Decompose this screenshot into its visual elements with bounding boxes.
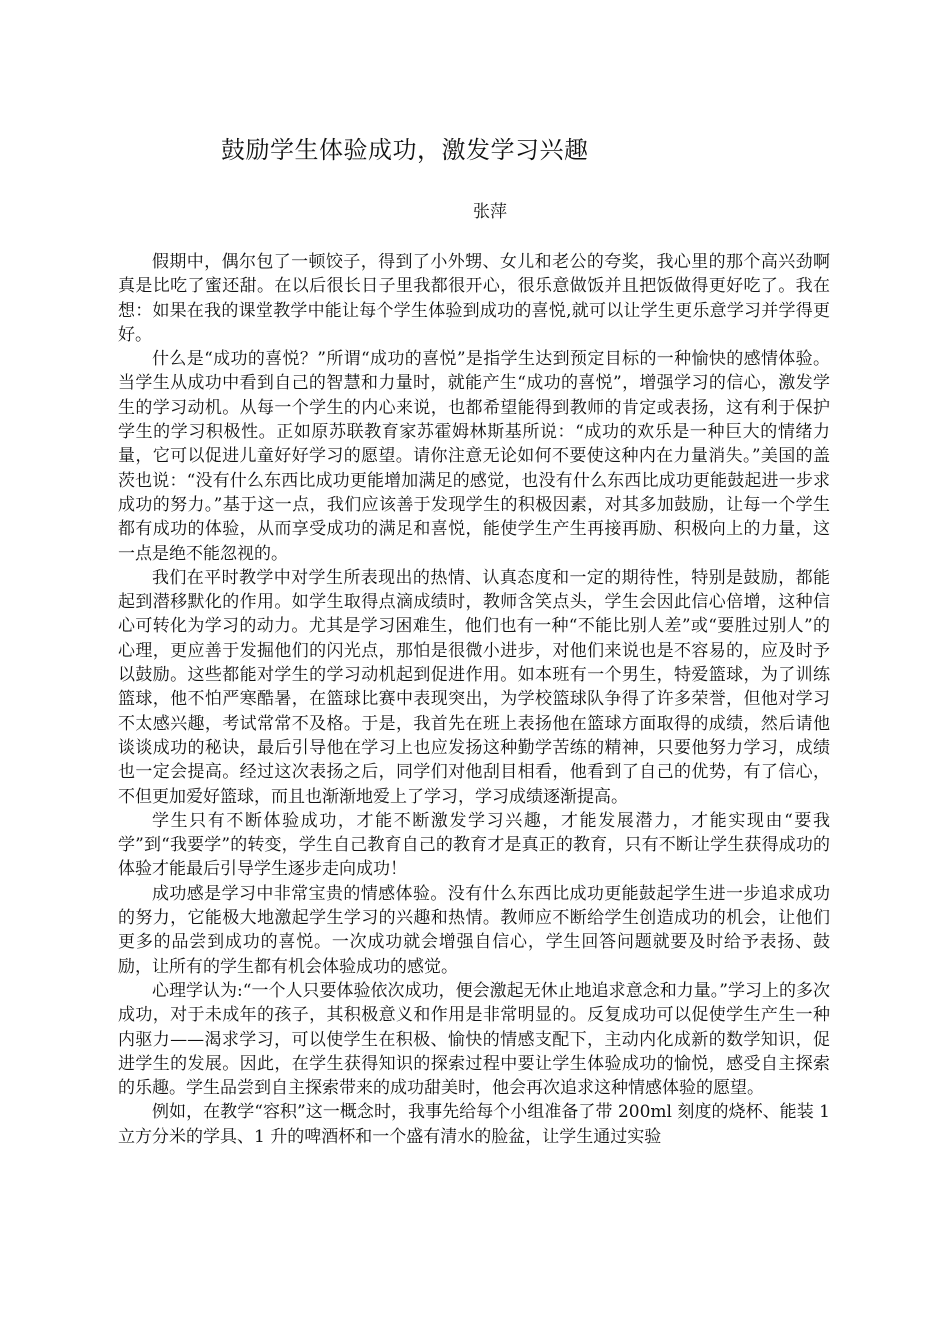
paragraph: 例如，在教学“容积”这一概念时，我事先给每个小组准备了带 200ml 刻度的烧杯、能装 1 立方分米的学具、1 升的啤酒杯和一个盛有清水的脸盆，让学生通过实验 bbox=[118, 1102, 830, 1147]
document-body bbox=[118, 250, 830, 1149]
document-title: 鼓励学生体验成功，激发学习兴趣 bbox=[221, 136, 589, 164]
paragraph: 成功感是学习中非常宝贵的情感体验。没有什么东西比成功更能鼓起学生进一步追求成功的努力，它能极大地激起学生学习的兴趣和热情。教师应不断给学生创造成功的机会，让他们更多的品尝到成功的喜悦。一次成功就会增强自信心，学生回答问题就要及时给予表扬、鼓励，让所有的学生都有机会体验成功的感觉。 bbox=[118, 883, 830, 977]
paragraph: 学生只有不断体验成功，才能不断激发学习兴趣，才能发展潜力，才能实现由“要我学”到“我要学”的转变，学生自己教育自己的教育才是真正的教育，只有不断让学生获得成功的体验才能最后引导学生逐步走向成功！ bbox=[118, 810, 830, 880]
paragraph: 我们在平时教学中对学生所表现出的热情、认真态度和一定的期待性，特别是鼓励，都能起到潜移默化的作用。如学生取得点滴成绩时，教师含笑点头，学生会因此信心倍增，这种信心可转化为学习的动力。尤其是学习困难生，他们也有一种“不能比别人差”或“要胜过别人”的心理，更应善于发掘他们的闪光点，那怕是很微小进步，对他们来说也是不容易的，应及时予以鼓励。这些都能对学生的学习动机起到促进作用。如本班有一个男生，特爱篮球，为了训练篮球，他不怕严寒酷暑，在篮球比赛中表现突出，为学校篮球队争得了许多荣誉，但他对学习不太感兴趣，考试常常不及格。于是，我首先在班上表扬他在篮球方面取得的成绩，然后请他谈谈成功的秘诀，最后引导他在学习上也应发扬这种勤学苦练的精神，只要他努力学习，成绩也一定会提高。经过这次表扬之后，同学们对他刮目相看，他看到了自己的优势，有了信心，不但更加爱好篮球，而且也渐渐地爱上了学习，学习成绩逐渐提高。 bbox=[118, 567, 830, 807]
paragraph: 什么是“成功的喜悦？”所谓“成功的喜悦”是指学生达到预定目标的一种愉快的感情体验。当学生从成功中看到自己的智慧和力量时，就能产生“成功的喜悦”，增强学习的信心，激发学生的学习动机。从每一个学生的内心来说，也都希望能得到教师的肯定或表扬，这有利于保护学生的学习积极性。正如原苏联教育家苏霍姆林斯基所说：“成功的欢乐是一种巨大的情绪力量，它可以促进儿童好好学习的愿望。请你注意无论如何不要使这种内在力量消失。”美国的盖茨也说：“没有什么东西比成功更能增加满足的感觉，也没有什么东西比成功更能鼓起进一步求成功的努力。”基于这一点，我们应该善于发现学生的积极因素，对其多加鼓励，让每一个学生都有成功的体验，从而享受成功的满足和喜悦，能使学生产生再接再励、积极向上的力量，这一点是绝不能忽视的。 bbox=[118, 349, 830, 564]
author-name: 张萍 bbox=[473, 202, 507, 222]
paragraph: 心理学认为:“一个人只要体验依次成功，便会激起无休止地追求意念和力量。”学习上的多次成功，对于未成年的孩子，其积极意义和作用是非常明显的。反复成功可以促使学生产生一种内驱力——渴求学习，可以使学生在积极、愉快的情感支配下，主动内化成新的数学知识，促进学生的发展。因此，在学生获得知识的探索过程中要让学生体验成功的愉悦，感受自主探索的乐趣。学生品尝到自主探索带来的成功甜美时，他会再次追求这种情感体验的愿望。 bbox=[118, 980, 830, 1099]
paragraph: 假期中，偶尔包了一顿饺子，得到了小外甥、女儿和老公的夸奖，我心里的那个高兴劲啊真是比吃了蜜还甜。在以后很长日子里我都很开心，很乐意做饭并且把饭做得更好吃了。我在想：如果在我的课堂教学中能让每个学生体验到成功的喜悦,就可以让学生更乐意学习并学得更好。 bbox=[118, 252, 830, 345]
